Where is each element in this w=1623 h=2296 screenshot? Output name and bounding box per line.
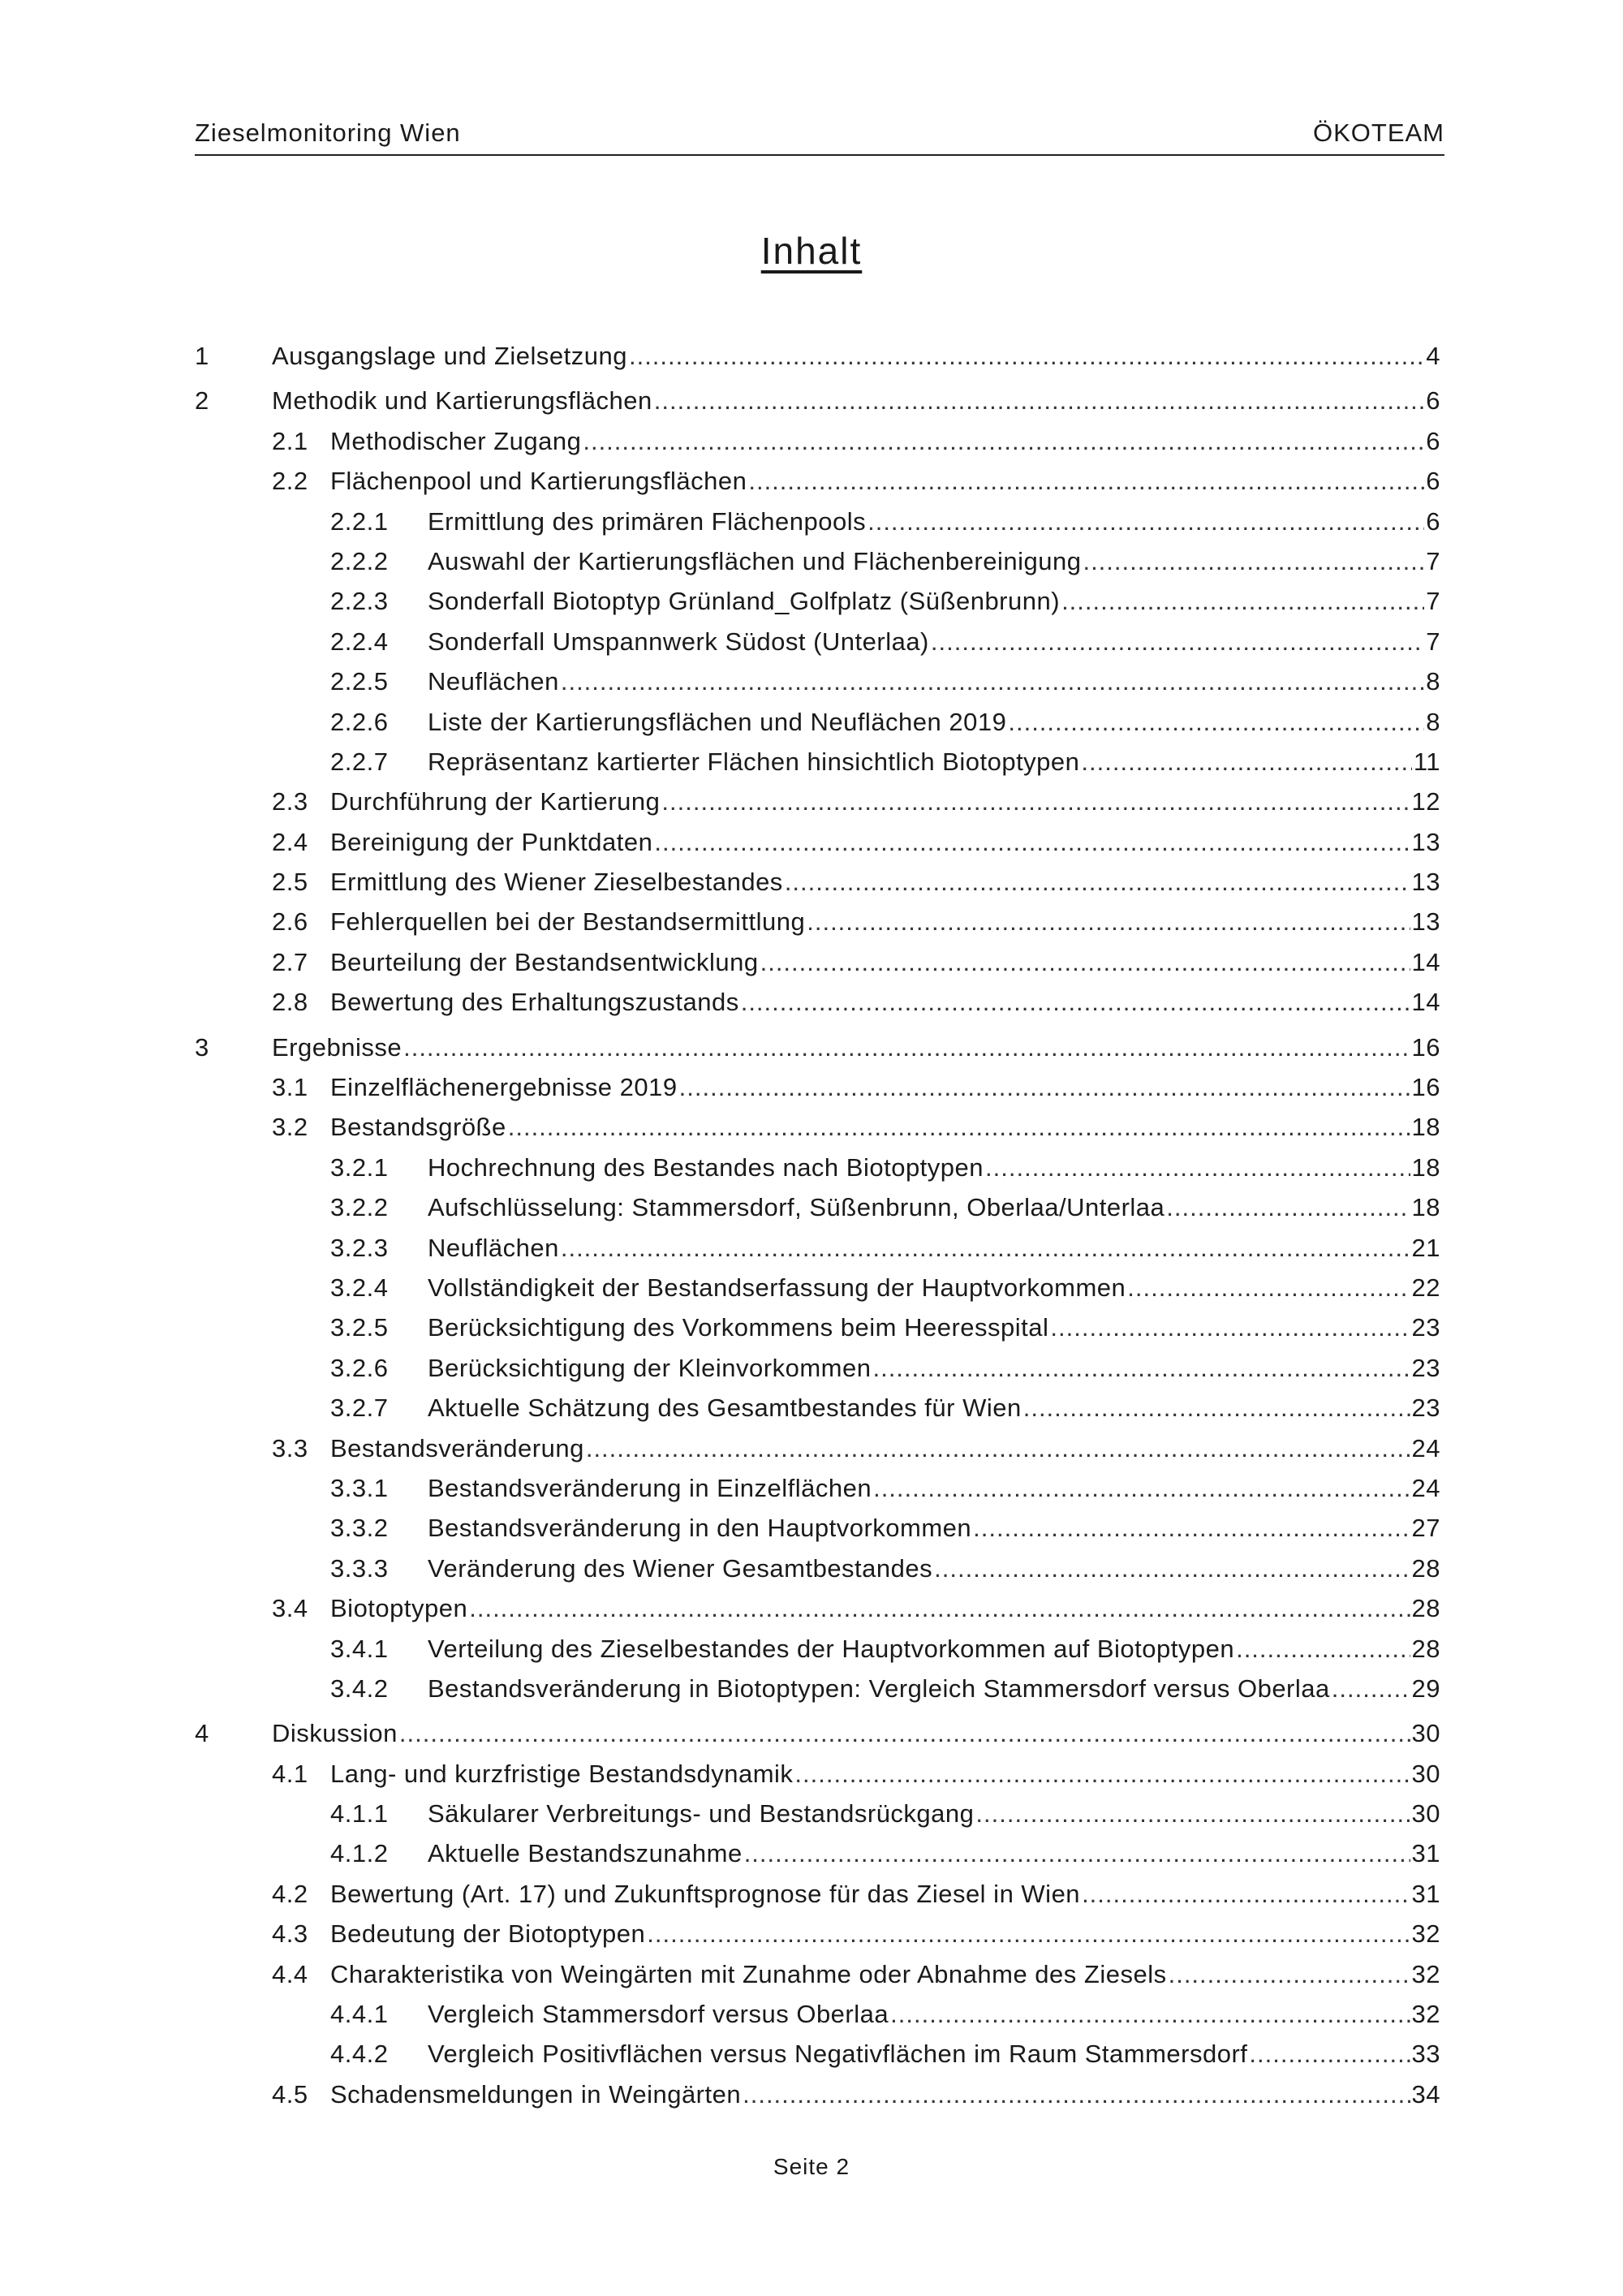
- toc-dot-leader: [561, 1228, 1410, 1268]
- toc-entry-line: [428, 2034, 1440, 2074]
- toc-entry-number: 2.4: [272, 827, 308, 856]
- toc-dot-leader: [1332, 1669, 1410, 1708]
- toc-entry[interactable]: [195, 902, 1440, 941]
- toc-entry-number: 2: [195, 386, 209, 416]
- toc-entry[interactable]: [195, 1027, 1440, 1067]
- toc-entry-page: 14: [1411, 947, 1440, 976]
- toc-entry-number: 2.2.6: [330, 707, 389, 736]
- toc-entry[interactable]: [195, 2074, 1440, 2114]
- toc-entry-number: 3.2.5: [330, 1313, 389, 1342]
- toc-entry-line: [428, 702, 1440, 742]
- toc-dot-leader: [975, 1794, 1410, 1833]
- toc-entry-page: 24: [1411, 1473, 1440, 1502]
- toc-entry-page: 13: [1411, 827, 1440, 856]
- toc-entry-title: Methodischer Zugang: [330, 426, 582, 455]
- toc-entry-title: Berücksichtigung der Kleinvorkommen: [428, 1353, 872, 1382]
- toc-dot-leader: [586, 1428, 1410, 1468]
- toc-entry-title: Bewertung (Art. 17) und Zukunftsprognose für das Ziesel in Wien: [330, 1879, 1081, 1908]
- toc-dot-leader: [508, 1107, 1410, 1147]
- toc-dot-leader: [654, 381, 1425, 420]
- toc-entry-page: 32: [1411, 1919, 1440, 1949]
- toc-entry-page: 29: [1411, 1674, 1440, 1703]
- toc-entry-title: Aufschlüsselung: Stammersdorf, Süßenbrunn, Oberlaa/Unterlaa: [428, 1193, 1165, 1222]
- toc-entry[interactable]: [195, 541, 1440, 581]
- toc-entry-number: 4.1: [272, 1759, 308, 1788]
- toc-entry-number: 2.2.2: [330, 546, 389, 575]
- toc-entry-line: [428, 1348, 1440, 1388]
- toc-dot-leader: [469, 1588, 1410, 1628]
- toc-dot-leader: [890, 1994, 1410, 2034]
- toc-entry-line: [428, 1508, 1440, 1548]
- toc-entry-page: 31: [1411, 1879, 1440, 1908]
- toc-entry-title: Neuflächen: [428, 667, 559, 696]
- toc-entry-title: Bestandsveränderung in den Hauptvorkommen: [428, 1514, 972, 1543]
- toc-entry-title: Sonderfall Umspannwerk Südost (Unterlaa): [428, 627, 929, 656]
- toc-entry-page: 27: [1411, 1514, 1440, 1543]
- toc-entry-number: 3: [195, 1032, 209, 1062]
- toc-entry[interactable]: [195, 1148, 1440, 1187]
- toc-entry[interactable]: [195, 1388, 1440, 1428]
- toc-entry[interactable]: [195, 942, 1440, 982]
- toc-dot-leader: [873, 1468, 1410, 1508]
- toc-entry-line: [428, 622, 1440, 661]
- toc-entry[interactable]: [195, 1794, 1440, 1833]
- toc-dot-leader: [679, 1067, 1410, 1107]
- page-header: [195, 114, 1444, 156]
- toc-entry-number: 3.2.7: [330, 1394, 389, 1423]
- toc-entry-title: Veränderung des Wiener Gesamtbestandes: [428, 1553, 933, 1583]
- toc-entry-line: [428, 742, 1440, 782]
- toc-entry[interactable]: [195, 421, 1440, 461]
- toc-entry[interactable]: [195, 1954, 1440, 1994]
- toc-dot-leader: [1008, 702, 1424, 742]
- toc-entry-line: [330, 1428, 1440, 1468]
- toc-entry[interactable]: [195, 1107, 1440, 1147]
- toc-entry-line: [330, 782, 1440, 821]
- toc-entry-number: 4.5: [272, 2079, 308, 2109]
- page-footer: Seite 2: [773, 2154, 850, 2179]
- toc-entry-line: [330, 982, 1440, 1022]
- toc-entry-page: 22: [1411, 1273, 1440, 1302]
- toc-entry[interactable]: [195, 1187, 1440, 1227]
- toc-entry-page: 18: [1411, 1152, 1440, 1182]
- toc-entry-title: Neuflächen: [428, 1233, 559, 1262]
- toc-entry-line: [330, 1914, 1440, 1954]
- toc-dot-leader: [1249, 2034, 1410, 2074]
- toc-dot-leader: [403, 1027, 1410, 1067]
- toc-dot-leader: [973, 1508, 1410, 1548]
- toc-entry-page: 7: [1426, 587, 1440, 616]
- toc-entry-title: Liste der Kartierungsflächen und Neuflächen 2019: [428, 707, 1007, 736]
- toc-entry-number: 3.4: [272, 1594, 308, 1623]
- toc-entry-title: Durchführung der Kartierung: [330, 787, 661, 816]
- toc-entry[interactable]: [195, 1428, 1440, 1468]
- toc-entry-title: Ergebnisse: [272, 1032, 403, 1062]
- toc-entry-page: 31: [1411, 1839, 1440, 1868]
- toc-entry[interactable]: [195, 1067, 1440, 1107]
- toc-dot-leader: [1166, 1187, 1410, 1227]
- toc-entry-number: 2.1: [272, 426, 308, 455]
- toc-entry-number: 4.3: [272, 1919, 308, 1949]
- toc-entry[interactable]: [195, 982, 1440, 1022]
- toc-entry-title: Bewertung des Erhaltungszustands: [330, 988, 739, 1017]
- toc-entry-page: 32: [1411, 2000, 1440, 2029]
- toc-entry-line: [330, 1588, 1440, 1628]
- toc-entry-line: [428, 502, 1440, 541]
- toc-entry-line: [330, 421, 1440, 461]
- toc-dot-leader: [760, 942, 1410, 982]
- toc-entry-page: 11: [1413, 747, 1440, 776]
- toc-entry-title: Bestandsveränderung in Biotoptypen: Vergleich Stammersdorf versus Oberlaa: [428, 1674, 1330, 1703]
- toc-entry-title: Bestandsveränderung: [330, 1433, 584, 1462]
- toc-entry-page: 6: [1426, 467, 1440, 496]
- toc-dot-leader: [794, 1754, 1410, 1794]
- toc-entry-page: 7: [1426, 627, 1440, 656]
- toc-dot-leader: [561, 661, 1424, 701]
- toc-entry-title: Aktuelle Bestandszunahme: [428, 1839, 743, 1868]
- toc-dot-leader: [629, 336, 1424, 376]
- toc-dot-leader: [647, 1914, 1410, 1954]
- toc-entry-title: Ermittlung des primären Flächenpools: [428, 506, 867, 536]
- toc-dot-leader: [748, 461, 1424, 501]
- toc-dot-leader: [1061, 581, 1424, 621]
- toc-entry-line: [428, 1468, 1440, 1508]
- toc-entry[interactable]: [195, 1994, 1440, 2034]
- toc-entry-line: [428, 1629, 1440, 1669]
- toc-entry-title: Vergleich Stammersdorf versus Oberlaa: [428, 2000, 889, 2029]
- toc-entry[interactable]: [195, 1508, 1440, 1548]
- toc-entry-line: [330, 822, 1440, 862]
- toc-entry-number: 2.3: [272, 787, 308, 816]
- toc-entry-number: 2.5: [272, 868, 308, 897]
- toc-entry-page: 24: [1411, 1433, 1440, 1462]
- toc-entry-title: Lang- und kurzfristige Bestandsdynamik: [330, 1759, 794, 1788]
- toc-entry-number: 2.2: [272, 467, 308, 496]
- toc-dot-leader: [741, 982, 1410, 1022]
- toc-entry-page: 23: [1411, 1313, 1440, 1342]
- toc-dot-leader: [785, 862, 1410, 902]
- toc-entry-number: 3.2.2: [330, 1193, 389, 1222]
- toc-entry-line: [428, 1307, 1440, 1347]
- toc-entry[interactable]: [195, 1713, 1440, 1753]
- toc-entry-number: 3.2: [272, 1113, 308, 1142]
- toc-entry-page: 23: [1411, 1353, 1440, 1382]
- toc-entry-number: 3.3.3: [330, 1553, 389, 1583]
- toc-entry-number: 2.2.7: [330, 747, 389, 776]
- toc-entry-line: [428, 661, 1440, 701]
- toc-entry-title: Bestandsgröße: [330, 1113, 506, 1142]
- toc-entry[interactable]: [195, 1268, 1440, 1307]
- toc-entry-page: 14: [1411, 988, 1440, 1017]
- toc-entry-title: Hochrechnung des Bestandes nach Biotoptypen: [428, 1152, 984, 1182]
- toc-entry-line: [330, 942, 1440, 982]
- toc-entry-line: [428, 581, 1440, 621]
- toc-dot-leader: [1127, 1268, 1410, 1307]
- toc-entry-page: 28: [1411, 1553, 1440, 1583]
- toc-dot-leader: [934, 1549, 1410, 1588]
- toc-entry-line: [428, 1833, 1440, 1873]
- toc-entry-number: 3.3: [272, 1433, 308, 1462]
- toc-entry-page: 21: [1411, 1233, 1440, 1262]
- toc-entry-number: 4: [195, 1719, 209, 1748]
- toc-dot-leader: [399, 1713, 1410, 1753]
- toc-entry[interactable]: [195, 1669, 1440, 1708]
- toc-entry-title: Vollständigkeit der Bestandserfassung der Hauptvorkommen: [428, 1273, 1126, 1302]
- toc-entry-page: 16: [1411, 1032, 1440, 1062]
- toc-entry-line: [428, 1549, 1440, 1588]
- toc-entry[interactable]: [195, 1754, 1440, 1794]
- toc-dot-leader: [661, 782, 1410, 821]
- toc-entry-page: 30: [1411, 1759, 1440, 1788]
- toc-entry-line: [428, 1388, 1440, 1428]
- toc-entry-line: [428, 1669, 1440, 1708]
- toc-dot-leader: [1082, 1874, 1410, 1914]
- toc-dot-leader: [985, 1148, 1410, 1187]
- toc-entry[interactable]: [195, 1468, 1440, 1508]
- toc-entry-title: Biotoptypen: [330, 1594, 468, 1623]
- toc-entry-number: 2.7: [272, 947, 308, 976]
- toc-entry-title: Schadensmeldungen in Weingärten: [330, 2079, 742, 2109]
- toc-entry-title: Diskussion: [272, 1719, 398, 1748]
- toc-entry[interactable]: [195, 1629, 1440, 1669]
- toc-entry-page: 4: [1426, 342, 1440, 370]
- toc-entry-number: 4.4.1: [330, 2000, 389, 2029]
- toc-entry-number: 2.2.1: [330, 506, 389, 536]
- toc-entry[interactable]: [195, 742, 1440, 782]
- toc-entry-line: [330, 1754, 1440, 1794]
- toc-entry-page: 7: [1426, 546, 1440, 575]
- toc-entry-number: 3.1: [272, 1073, 308, 1102]
- header-document-title: Zieselmonitoring Wien: [195, 118, 461, 147]
- toc-entry-page: 18: [1411, 1193, 1440, 1222]
- toc-entry-line: [330, 2074, 1440, 2114]
- toc-entry[interactable]: [195, 381, 1440, 420]
- toc-entry-number: 4.1.1: [330, 1799, 389, 1829]
- toc-entry-number: 4.2: [272, 1879, 308, 1908]
- toc-dot-leader: [1050, 1307, 1410, 1347]
- toc-entry-title: Ausgangslage und Zielsetzung: [272, 342, 627, 370]
- toc-entry-number: 4.4.2: [330, 2040, 389, 2069]
- page-title: Inhalt: [760, 230, 863, 272]
- toc-entry[interactable]: [195, 1228, 1440, 1268]
- toc-entry-line: [272, 336, 1440, 376]
- toc-dot-leader: [1236, 1629, 1410, 1669]
- toc-entry-page: 13: [1411, 868, 1440, 897]
- toc-entry[interactable]: [195, 1348, 1440, 1388]
- toc-entry-number: 3.2.1: [330, 1152, 389, 1182]
- toc-dot-leader: [867, 502, 1424, 541]
- toc-entry-number: 4.4: [272, 1959, 308, 1988]
- table-of-contents: [195, 336, 1440, 2114]
- toc-entry-number: 3.2.4: [330, 1273, 389, 1302]
- toc-entry-page: 6: [1426, 506, 1440, 536]
- toc-entry[interactable]: [195, 1914, 1440, 1954]
- toc-entry-number: 3.3.2: [330, 1514, 389, 1543]
- toc-entry[interactable]: [195, 1874, 1440, 1914]
- toc-entry[interactable]: [195, 622, 1440, 661]
- toc-entry-number: 3.2.6: [330, 1353, 389, 1382]
- toc-entry-number: 2.2.5: [330, 667, 389, 696]
- toc-dot-leader: [931, 622, 1424, 661]
- toc-entry[interactable]: [195, 1588, 1440, 1628]
- toc-entry-line: [428, 1228, 1440, 1268]
- toc-entry-number: 3.4.1: [330, 1634, 389, 1663]
- toc-entry-title: Berücksichtigung des Vorkommens beim Heeresspital: [428, 1313, 1049, 1342]
- toc-entry-page: 28: [1411, 1634, 1440, 1663]
- toc-entry-number: 4.1.2: [330, 1839, 389, 1868]
- toc-entry-page: 32: [1411, 1959, 1440, 1988]
- toc-entry-number: 3.2.3: [330, 1233, 389, 1262]
- toc-dot-leader: [1083, 541, 1424, 581]
- toc-entry-page: 13: [1411, 907, 1440, 937]
- toc-entry-number: 2.2.4: [330, 627, 389, 656]
- toc-entry-line: [428, 541, 1440, 581]
- toc-entry-title: Auswahl der Kartierungsflächen und Flächenbereinigung: [428, 546, 1082, 575]
- toc-entry-page: 18: [1411, 1113, 1440, 1142]
- toc-entry-page: 33: [1411, 2040, 1440, 2069]
- toc-entry-line: [330, 1954, 1440, 1994]
- toc-dot-leader: [1169, 1954, 1410, 1994]
- toc-entry-page: 6: [1426, 426, 1440, 455]
- toc-entry[interactable]: [195, 336, 1440, 376]
- toc-entry-page: 8: [1426, 667, 1440, 696]
- toc-entry[interactable]: [195, 502, 1440, 541]
- toc-entry-line: [330, 461, 1440, 501]
- toc-entry-page: 30: [1411, 1719, 1440, 1748]
- toc-dot-leader: [744, 1833, 1410, 1873]
- toc-entry-title: Verteilung des Zieselbestandes der Hauptvorkommen auf Biotoptypen: [428, 1634, 1235, 1663]
- toc-entry-page: 6: [1426, 386, 1440, 416]
- toc-entry-line: [272, 1027, 1440, 1067]
- toc-dot-leader: [872, 1348, 1410, 1388]
- toc-entry[interactable]: [195, 581, 1440, 621]
- toc-entry-number: 3.4.2: [330, 1674, 389, 1703]
- toc-entry[interactable]: [195, 1307, 1440, 1347]
- toc-entry-line: [428, 1994, 1440, 2034]
- toc-entry-number: 1: [195, 342, 209, 370]
- toc-entry-line: [428, 1268, 1440, 1307]
- toc-entry[interactable]: [195, 822, 1440, 862]
- toc-entry-title: Charakteristika von Weingärten mit Zunahme oder Abnahme des Ziesels: [330, 1959, 1167, 1988]
- toc-entry[interactable]: [195, 702, 1440, 742]
- toc-entry-page: 30: [1411, 1799, 1440, 1829]
- toc-entry-line: [330, 1107, 1440, 1147]
- toc-entry[interactable]: [195, 661, 1440, 701]
- toc-entry-line: [428, 1148, 1440, 1187]
- toc-entry-title: Sonderfall Biotoptyp Grünland_Golfplatz (Süßenbrunn): [428, 587, 1061, 616]
- toc-entry-title: Säkularer Verbreitungs- und Bestandsrückgang: [428, 1799, 975, 1829]
- toc-entry-line: [330, 862, 1440, 902]
- toc-entry-title: Methodik und Kartierungsflächen: [272, 386, 652, 416]
- toc-entry-title: Aktuelle Schätzung des Gesamtbestandes für Wien: [428, 1394, 1022, 1423]
- toc-entry-number: 2.6: [272, 907, 308, 937]
- toc-dot-leader: [1081, 742, 1411, 782]
- toc-entry-title: Fehlerquellen bei der Bestandsermittlung: [330, 907, 806, 937]
- toc-entry-title: Einzelflächenergebnisse 2019: [330, 1073, 678, 1102]
- toc-entry-title: Vergleich Positivflächen versus Negativflächen im Raum Stammersdorf: [428, 2040, 1248, 2069]
- toc-entry-page: 34: [1411, 2079, 1440, 2109]
- toc-entry-line: [330, 1874, 1440, 1914]
- toc-entry-page: 28: [1411, 1594, 1440, 1623]
- toc-entry[interactable]: [195, 461, 1440, 501]
- toc-entry[interactable]: [195, 2034, 1440, 2074]
- toc-entry[interactable]: [195, 1549, 1440, 1588]
- toc-dot-leader: [583, 421, 1424, 461]
- toc-entry-line: [272, 381, 1440, 420]
- toc-entry-title: Bedeutung der Biotoptypen: [330, 1919, 646, 1949]
- toc-entry-page: 16: [1411, 1073, 1440, 1102]
- toc-entry-title: Beurteilung der Bestandsentwicklung: [330, 947, 759, 976]
- toc-entry[interactable]: [195, 782, 1440, 821]
- toc-dot-leader: [654, 822, 1410, 862]
- toc-entry-number: 3.3.1: [330, 1473, 389, 1502]
- toc-entry-number: 2.8: [272, 988, 308, 1017]
- header-organization: ÖKOTEAM: [1312, 118, 1444, 147]
- toc-entry-title: Ermittlung des Wiener Zieselbestandes: [330, 868, 783, 897]
- toc-entry-page: 23: [1411, 1394, 1440, 1423]
- toc-entry-line: [428, 1794, 1440, 1833]
- toc-dot-leader: [807, 902, 1410, 941]
- toc-dot-leader: [1023, 1388, 1410, 1428]
- toc-entry-line: [428, 1187, 1440, 1227]
- toc-entry-page: 12: [1411, 787, 1440, 816]
- toc-entry-number: 2.2.3: [330, 587, 389, 616]
- toc-entry-title: Flächenpool und Kartierungsflächen: [330, 467, 747, 496]
- toc-entry[interactable]: [195, 862, 1440, 902]
- toc-entry-line: [272, 1713, 1440, 1753]
- toc-entry-line: [330, 1067, 1440, 1107]
- toc-entry-page: 8: [1426, 707, 1440, 736]
- toc-dot-leader: [743, 2074, 1410, 2114]
- toc-entry-line: [330, 902, 1440, 941]
- toc-entry-title: Bereinigung der Punktdaten: [330, 827, 653, 856]
- toc-entry[interactable]: [195, 1833, 1440, 1873]
- toc-entry-title: Repräsentanz kartierter Flächen hinsichtlich Biotoptypen: [428, 747, 1080, 776]
- toc-entry-title: Bestandsveränderung in Einzelflächen: [428, 1473, 872, 1502]
